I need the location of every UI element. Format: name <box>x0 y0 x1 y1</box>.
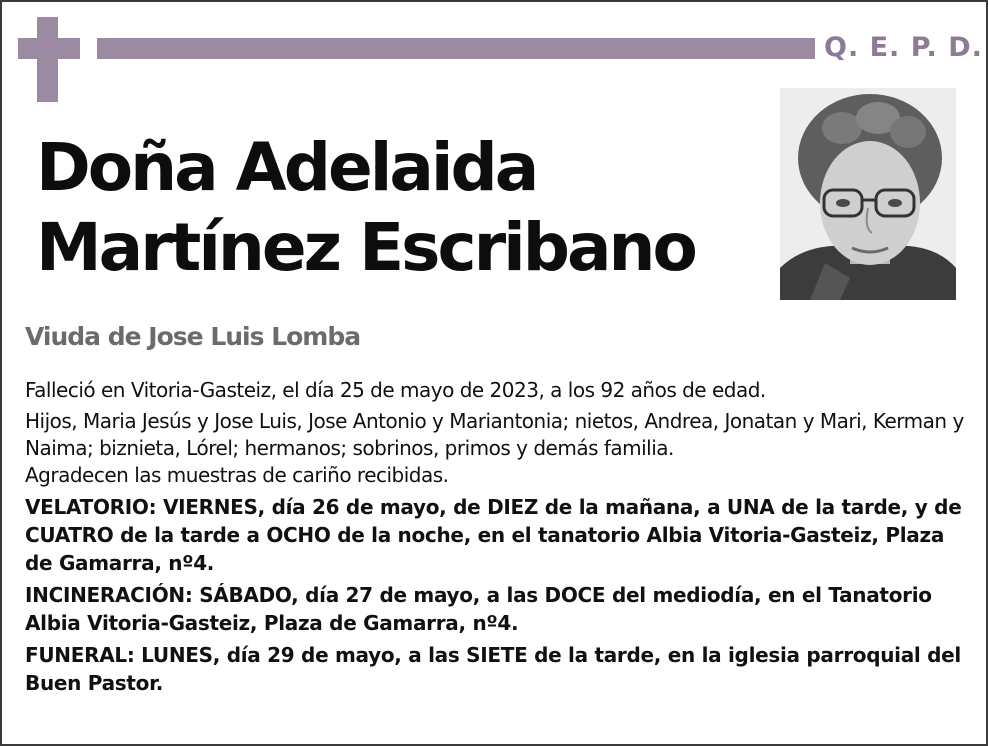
qepd-label: Q. E. P. D. <box>824 32 983 63</box>
portrait-photo <box>780 88 956 300</box>
subtitle-widow-of: Viuda de Jose Luis Lomba <box>25 322 361 351</box>
obituary-body <box>25 377 965 697</box>
thanks-statement: Agradecen las muestras de cariño recibidas. <box>25 463 449 487</box>
incineracion-notice: INCINERACIÓN: SÁBADO, día 27 de mayo, a las DOCE del mediodía, en el Tanatorio Albia Vitoria-Gasteiz, Plaza de Gamarra, nº4. <box>25 583 932 635</box>
deceased-name <box>36 128 695 288</box>
header-band <box>97 38 815 59</box>
funeral-notice: FUNERAL: LUNES, día 29 de mayo, a las SIETE de la tarde, en la iglesia parroquial del Buen Pastor. <box>25 643 961 695</box>
name-line-2: Martínez Escribano <box>36 209 695 286</box>
cross-icon <box>37 17 58 102</box>
death-statement: Falleció en Vitoria-Gasteiz, el día 25 de mayo de 2023, a los 92 años de edad. <box>25 378 766 402</box>
cross-icon-bar <box>18 38 80 59</box>
velatorio-notice: VELATORIO: VIERNES, día 26 de mayo, de DIEZ de la mañana, a UNA de la tarde, y de CUATRO de la tarde a OCHO de la noche, en el tanatorio Albia Vitoria-Gasteiz, Plaza de Gamarra, nº4. <box>25 495 962 575</box>
portrait-image <box>780 88 956 300</box>
family-list: Hijos, Maria Jesús y Jose Luis, Jose Antonio y Mariantonia; nietos, Andrea, Jonatan y Mari, Kerman y Naima; biznieta, Lórel; hermanos; sobrinos, primos y demás familia. <box>25 409 964 460</box>
name-line-1: Doña Adelaida <box>36 129 537 206</box>
